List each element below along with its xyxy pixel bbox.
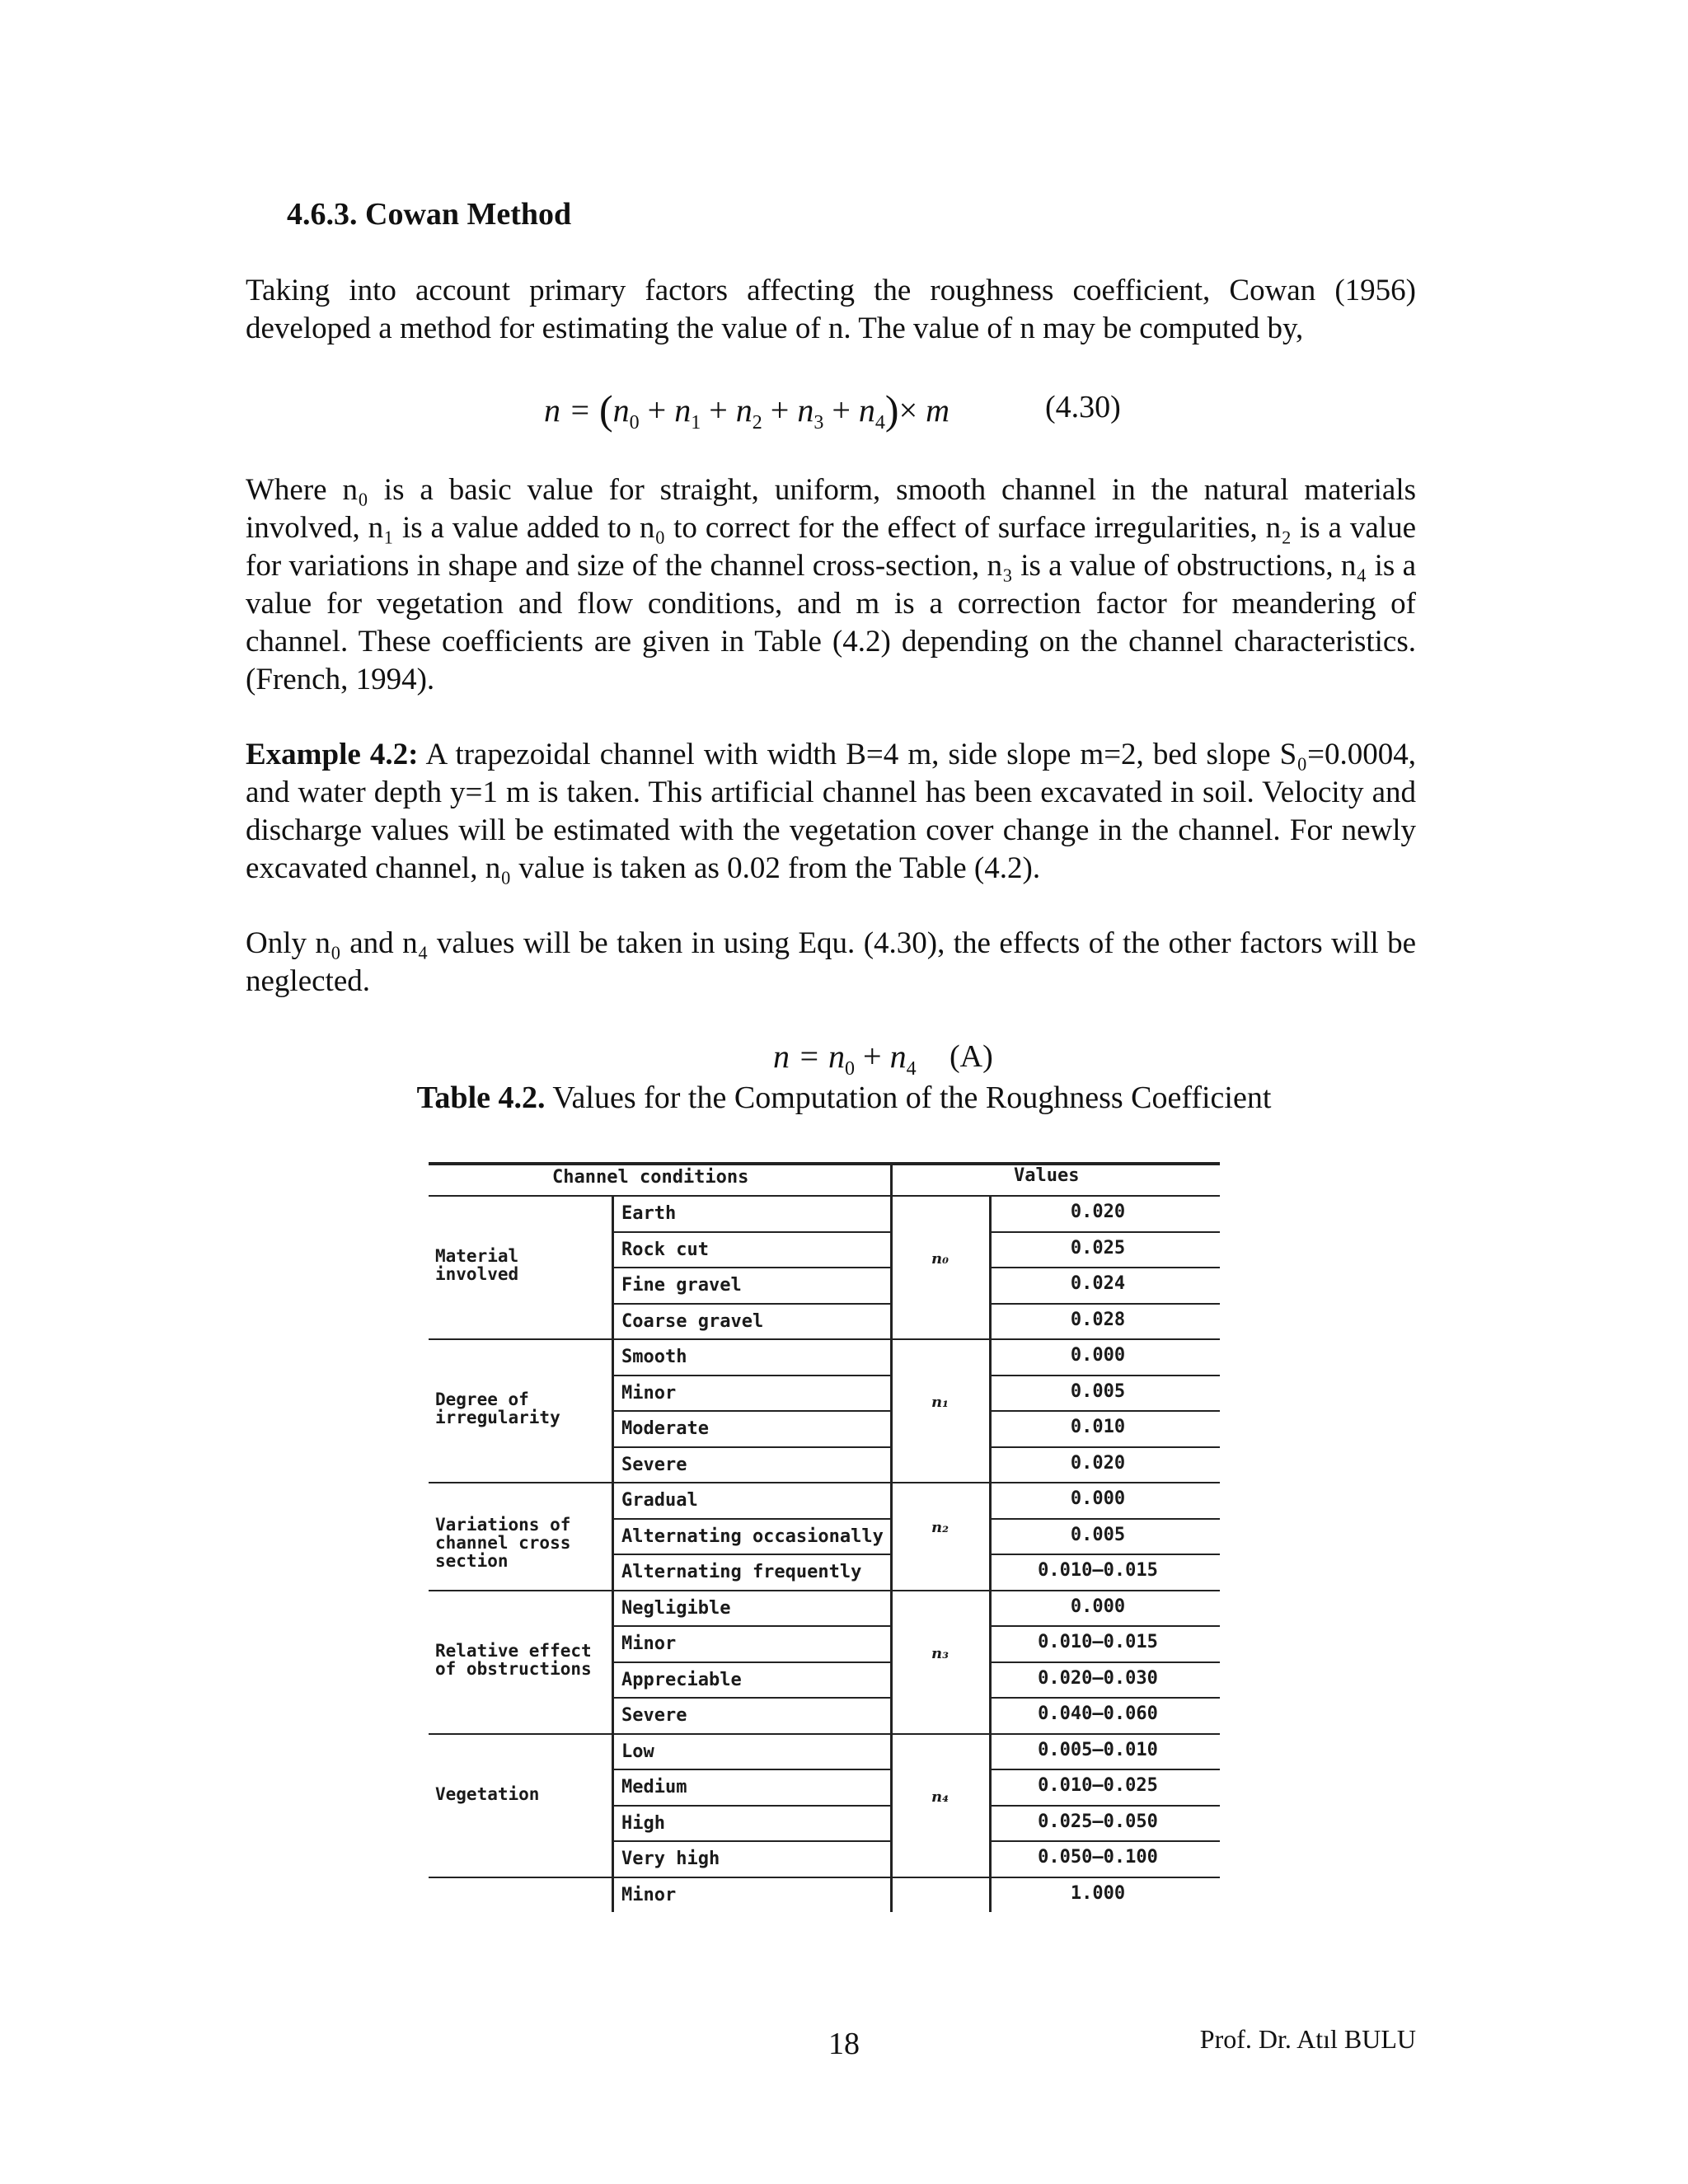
category-label: Vegetation xyxy=(435,1783,540,1804)
footer-author: Prof. Dr. Atıl BULU xyxy=(1199,2024,1416,2054)
equation-4-30: $n = (n_0 + n_1 + n_2 + n_3 + n_4)\times m$ xyxy=(544,387,950,434)
row-rule xyxy=(989,1375,1220,1376)
row-rule xyxy=(989,1805,1220,1807)
row-rule xyxy=(989,1697,1220,1699)
row-rule xyxy=(989,1303,1220,1305)
condition-cell: High xyxy=(621,1812,665,1834)
row-rule xyxy=(612,1267,890,1268)
header-values: Values xyxy=(1014,1165,1080,1186)
group-rule xyxy=(429,1338,1220,1340)
coefficient-symbol: n₁ xyxy=(931,1394,949,1411)
condition-cell: Fine gravel xyxy=(621,1275,742,1296)
value-cell: 0.020–0.030 xyxy=(1038,1667,1158,1689)
value-cell: 0.020 xyxy=(1070,1452,1126,1474)
column-divider xyxy=(890,1162,893,1912)
row-rule xyxy=(612,1446,890,1448)
value-cell: 0.005 xyxy=(1070,1524,1126,1545)
row-rule xyxy=(612,1303,890,1305)
row-rule xyxy=(989,1625,1220,1627)
row-rule xyxy=(612,1410,890,1412)
only-paragraph: Only n₀ and n₄ values will be taken in using Equ. (4.30), the effects of the other factors will be neglected. xyxy=(246,926,1416,998)
condition-cell: Rock cut xyxy=(621,1239,709,1260)
condition-cell: Alternating frequently xyxy=(621,1562,862,1582)
condition-cell: Smooth xyxy=(621,1347,687,1367)
category-label: Material involved xyxy=(435,1246,519,1284)
value-cell: 0.005–0.010 xyxy=(1038,1739,1158,1760)
table-caption-label: Table 4.2. xyxy=(416,1080,546,1115)
group-rule xyxy=(429,1195,1220,1197)
condition-cell: Moderate xyxy=(621,1418,709,1439)
value-cell: 0.040–0.060 xyxy=(1038,1704,1158,1724)
where-paragraph: Where n₀ is a basic value for straight, uniform, smooth channel in the natural materials involved, n₁ is a value added to n₀ to correct for the effect of surface irregularities, n₂ is a value for variations in shape and size of the channel cross-section, n₃ is a value of obstructions, n₄ is a value for vegetation and flow conditions, and m is a correction factor for meandering of channel. These coefficients are given in Table (4.2) depending on the channel characteristics. (French, 1994). xyxy=(246,473,1416,696)
condition-cell: Alternating occasionally xyxy=(621,1526,884,1547)
condition-cell: Coarse gravel xyxy=(621,1310,764,1332)
condition-cell: Minor xyxy=(621,1382,677,1404)
row-rule xyxy=(989,1661,1220,1663)
category-label: Relative effect of obstructions xyxy=(435,1640,592,1679)
equation-number: (A) xyxy=(950,1039,993,1074)
row-rule xyxy=(612,1375,890,1376)
category-label: Degree of irregularity xyxy=(435,1390,560,1427)
row-rule xyxy=(612,1840,890,1842)
example-label: Example 4.2: xyxy=(246,738,419,771)
value-cell: 0.020 xyxy=(1070,1202,1126,1222)
condition-cell: Severe xyxy=(621,1454,687,1475)
row-rule xyxy=(612,1769,890,1770)
row-rule xyxy=(612,1554,890,1555)
group-rule xyxy=(429,1590,1220,1591)
example-paragraph xyxy=(246,736,1416,888)
section-heading: 4.6.3. Cowan Method xyxy=(287,197,572,232)
row-rule xyxy=(612,1805,890,1807)
row-rule xyxy=(989,1446,1220,1448)
condition-cell: Minor xyxy=(621,1633,677,1654)
value-cell: 0.010 xyxy=(1070,1417,1126,1437)
roughness-table-grid xyxy=(429,1162,1220,1920)
value-cell: 0.000 xyxy=(1070,1345,1126,1366)
row-rule xyxy=(612,1625,890,1627)
condition-cell: Medium xyxy=(621,1777,687,1797)
category-label: Variations of channel cross section xyxy=(435,1515,571,1572)
condition-cell: Appreciable xyxy=(621,1669,742,1690)
condition-cell: Severe xyxy=(621,1705,687,1726)
table-top-rule xyxy=(429,1162,1220,1165)
value-cell: 0.050–0.100 xyxy=(1038,1847,1158,1868)
coefficient-symbol: n₂ xyxy=(931,1519,949,1537)
page-number: 18 xyxy=(828,2027,860,2061)
equation-number: (4.30) xyxy=(1045,390,1121,424)
header-channel-conditions: Channel conditions xyxy=(552,1167,749,1188)
row-rule xyxy=(612,1518,890,1520)
value-cell: 0.010–0.015 xyxy=(1038,1632,1158,1652)
group-rule xyxy=(429,1877,1220,1878)
coefficient-symbol: n₄ xyxy=(931,1788,949,1806)
value-cell: 0.000 xyxy=(1070,1488,1126,1509)
row-rule xyxy=(612,1231,890,1233)
row-rule xyxy=(989,1410,1220,1412)
value-cell: 0.005 xyxy=(1070,1380,1126,1402)
condition-cell: Gradual xyxy=(621,1490,698,1511)
row-rule xyxy=(989,1267,1220,1268)
value-cell: 1.000 xyxy=(1070,1882,1126,1904)
coefficient-symbol: n₃ xyxy=(931,1644,949,1662)
value-cell: 0.010–0.015 xyxy=(1038,1560,1158,1581)
condition-cell: Earth xyxy=(621,1203,677,1224)
row-rule xyxy=(989,1769,1220,1770)
group-rule xyxy=(429,1733,1220,1735)
row-rule xyxy=(612,1697,890,1699)
table-caption xyxy=(0,1080,1688,1116)
table-caption-text: Values for the Computation of the Roughness Coefficient xyxy=(545,1080,1272,1115)
coefficient-symbol: n₀ xyxy=(931,1250,949,1268)
intro-paragraph: Taking into account primary factors affecting the roughness coefficient, Cowan (1956) developed a method for estimating the value of n. The value of n may be computed by, xyxy=(246,274,1416,345)
group-rule xyxy=(429,1482,1220,1483)
condition-cell: Low xyxy=(621,1741,654,1762)
condition-cell: Minor xyxy=(621,1884,677,1905)
row-rule xyxy=(989,1554,1220,1555)
value-cell: 0.025 xyxy=(1070,1237,1126,1258)
value-cell: 0.024 xyxy=(1070,1273,1126,1294)
value-cell: 0.010–0.025 xyxy=(1038,1775,1158,1796)
equation-a: $n = n_0 + n_4$ xyxy=(773,1038,917,1080)
condition-cell: Negligible xyxy=(621,1597,731,1619)
roughness-table xyxy=(429,1162,1220,1920)
row-rule xyxy=(989,1840,1220,1842)
value-cell: 0.000 xyxy=(1070,1596,1126,1617)
value-cell: 0.028 xyxy=(1070,1309,1126,1330)
value-cell: 0.025–0.050 xyxy=(1038,1811,1158,1832)
row-rule xyxy=(612,1661,890,1663)
example-text: A trapezoidal channel with width B=4 m, side slope m=2, bed slope S₀=0.0004, and water depth y=1 m is taken. This artificial channel has been excavated in soil. Velocity and discharge values will be estimated with the vegetation cover change in the channel. For newly excavated channel, n₀ value is taken as 0.02 from the Table (4.2). xyxy=(246,738,1416,885)
row-rule xyxy=(989,1518,1220,1520)
condition-cell: Very high xyxy=(621,1849,720,1869)
row-rule xyxy=(989,1231,1220,1233)
